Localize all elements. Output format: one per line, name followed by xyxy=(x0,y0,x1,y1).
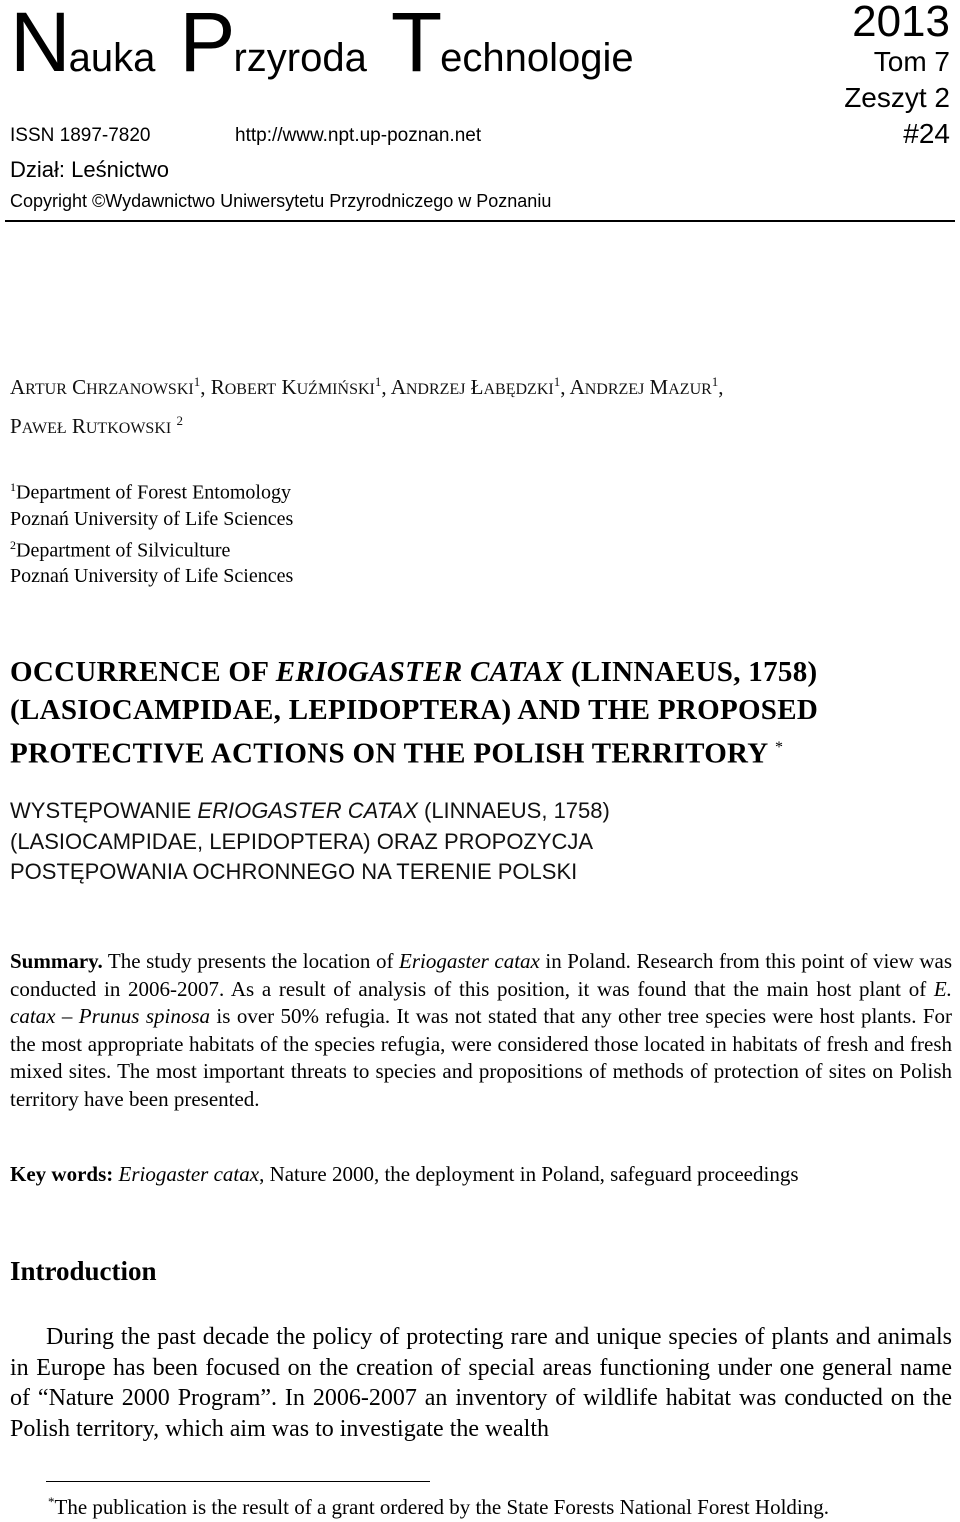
title-pl-line-3: POSTĘPOWANIA OCHRONNEGO NA TERENIE POLSKI xyxy=(10,859,578,884)
title-en-line-3: PROTECTIVE ACTIONS ON THE POLISH TERRITORY * xyxy=(10,737,784,770)
journal-issue: Zeszyt 2 xyxy=(844,82,950,113)
title-en-line-1: OCCURRENCE OF ERIOGASTER CATAX (LINNAEUS, 1758) xyxy=(10,656,818,688)
keywords-label: Key words: xyxy=(10,1162,114,1186)
author: ROBERT KUŹMIŃSKI$^1$ xyxy=(210,374,382,399)
journal-issn: ISSN 1897-7820 xyxy=(10,125,151,146)
title-footnote-mark: * xyxy=(775,739,784,756)
journal-title xyxy=(10,0,658,89)
footnote: *The publication is the result of a grant ordered by the State Forests National Forest Holding. xyxy=(48,1494,829,1519)
summary-paragraph: Summary. The study presents the location of Eriogaster catax in Poland. Research from this point of view was conducted in 2006-2007. As a result of analysis of this position, it was found that the main host plant of E. catax – Prunus spinosa is over 50% refugia. It was not stated that any other tree species were host plants. For the most appropriate habitats of the species refugia, were considered those located in habitats of fresh and fresh mixed sites. The most important threats to species and propositions of methods of protection of sites on Polish territory have been presented. xyxy=(10,949,953,1111)
journal-section: Dział: Leśnictwo xyxy=(10,157,169,182)
journal-url[interactable]: http://www.npt.up-poznan.net xyxy=(235,125,482,146)
summary-label: Summary. xyxy=(10,949,103,973)
section-heading-introduction: Introduction xyxy=(10,1256,157,1286)
title-pl-line-2: (LASIOCAMPIDAE, LEPIDOPTERA) ORAZ PROPOZYCJA xyxy=(10,828,594,854)
affiliation-dept: $^2$Department of Silviculture xyxy=(10,537,231,562)
keywords: Key words: Eriogaster catax, Nature 2000, the deployment in Poland, safeguard proceedings xyxy=(10,1162,799,1186)
journal-word-1: Nauka xyxy=(10,0,156,89)
author-list xyxy=(10,366,724,444)
journal-year: 2013 xyxy=(852,0,950,46)
journal-volume: Tom 7 xyxy=(873,46,950,77)
author-line-2 xyxy=(10,405,724,444)
affiliation-univ: Poznań University of Life Sciences xyxy=(10,507,294,530)
author: ANDRZEJ MAZUR$^1$ xyxy=(569,374,719,399)
paper-title-en xyxy=(10,654,818,773)
journal-word-3: Technologie xyxy=(390,0,634,89)
author: PAWEŁ RUTKOWSKI $^2$ xyxy=(10,413,183,438)
author: ANDRZEJ ŁABĘDZKI$^1$ xyxy=(390,374,561,399)
paper-title-pl xyxy=(10,796,610,888)
journal-number: #24 xyxy=(903,118,950,149)
journal-word-2: Przyroda xyxy=(179,0,367,89)
affiliation-dept: $^1$Department of Forest Entomology xyxy=(10,480,291,504)
author: ARTUR CHRZANOWSKI$^1$ xyxy=(10,374,201,399)
affiliations xyxy=(10,474,293,589)
journal-copyright: Copyright ©Wydawnictwo Uniwersytetu Przyrodniczego w Poznaniu xyxy=(10,191,552,211)
author-line-1: ARTUR CHRZANOWSKI$^1$, ROBERT KUŹMIŃSKI$^1$, ANDRZEJ ŁABĘDZKI$^1$, ANDRZEJ MAZUR$^1$, xyxy=(10,374,724,399)
affiliation-univ: Poznań University of Life Sciences xyxy=(10,565,294,588)
title-pl-line-1: WYSTĘPOWANIE ERIOGASTER CATAX (LINNAEUS, 1758) xyxy=(10,798,610,823)
header-divider xyxy=(5,220,955,222)
title-en-line-2: (LASIOCAMPIDAE, LEPIDOPTERA) AND THE PROPOSED xyxy=(10,693,819,726)
footnote-divider xyxy=(46,1481,430,1482)
introduction-paragraph: During the past decade the policy of protecting rare and unique species of plants and animals in Europe has been focused on the creation of special areas functioning under one general name of “Nature 2000 Program”. In 2006-2007 an inventory of wildlife habitat was conducted on the Polish territory, which aim was to investigate the wealth xyxy=(10,1324,952,1442)
